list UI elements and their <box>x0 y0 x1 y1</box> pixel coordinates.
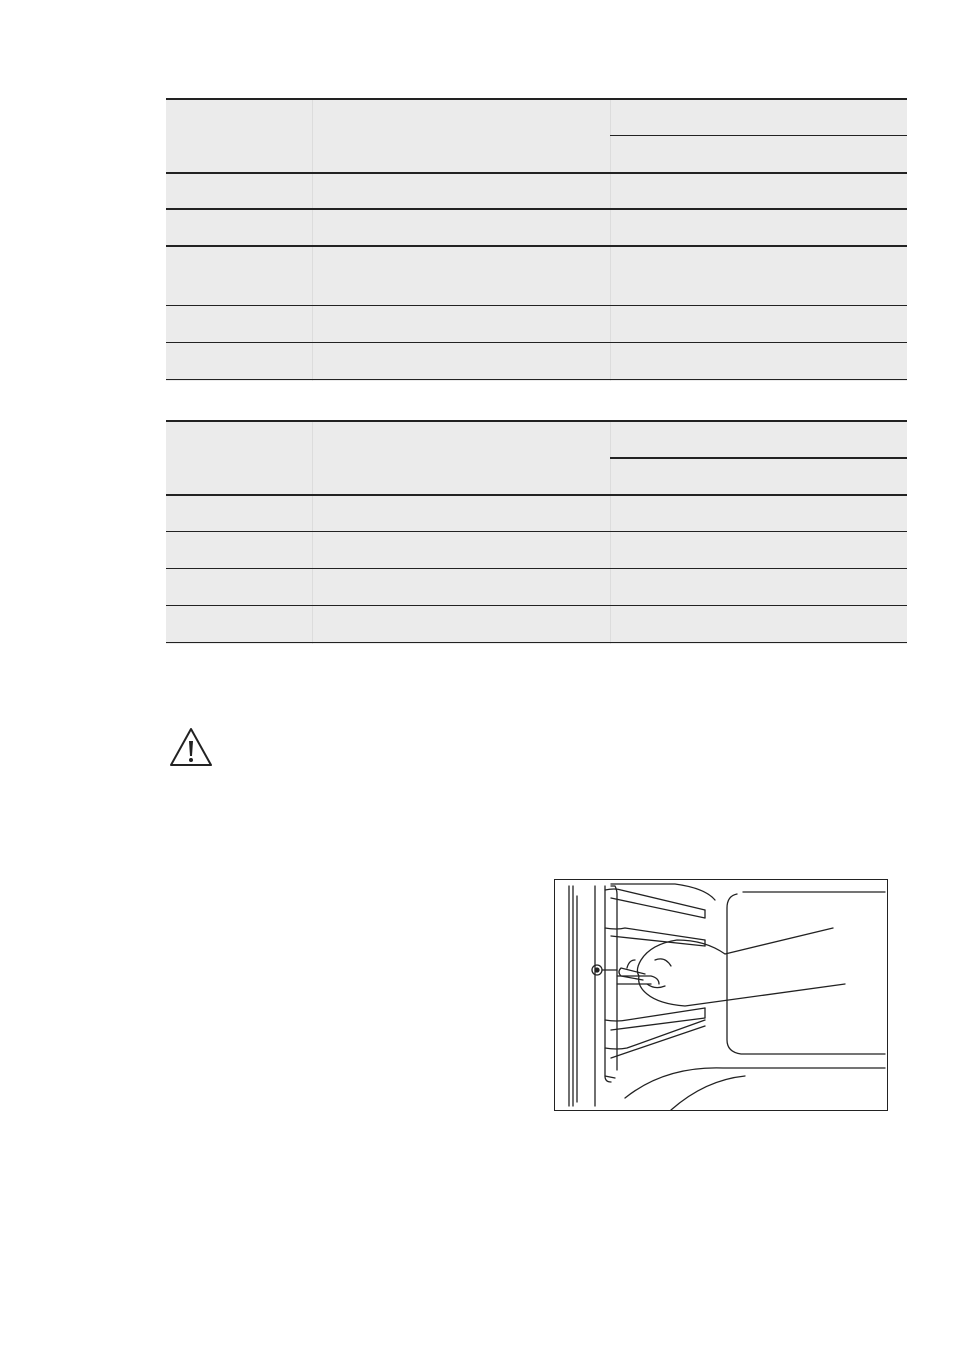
table-1-row-rule <box>166 305 907 306</box>
table-2-row-rule <box>166 605 907 606</box>
table-2-row-rule <box>166 531 907 532</box>
table-2-top-rule <box>166 420 907 422</box>
table-1-background <box>166 98 907 381</box>
warning-triangle-icon <box>168 726 214 768</box>
oven-illustration-drawing <box>555 880 887 1110</box>
table-1-subheader-rule <box>610 135 907 136</box>
table-2-column-divider <box>312 422 313 644</box>
table-2-background <box>166 420 907 644</box>
table-1-column-divider <box>610 100 611 381</box>
table-1-row-rule <box>166 208 907 210</box>
table-2-header-rule <box>166 494 907 496</box>
table-2-subheader-rule <box>610 457 907 459</box>
table-2-row-rule <box>166 568 907 569</box>
table-1-header-rule <box>166 172 907 174</box>
table-1-bottom-rule <box>166 379 907 380</box>
table-2 <box>166 420 907 644</box>
table-1-top-rule <box>166 98 907 100</box>
table-2-bottom-rule <box>166 642 907 643</box>
table-1 <box>166 98 907 381</box>
table-1-row-rule <box>166 245 907 247</box>
table-2-column-divider <box>610 422 611 644</box>
table-1-column-divider <box>312 100 313 381</box>
oven-shelf-support-removal-illustration <box>554 879 888 1111</box>
table-1-row-rule <box>166 342 907 343</box>
